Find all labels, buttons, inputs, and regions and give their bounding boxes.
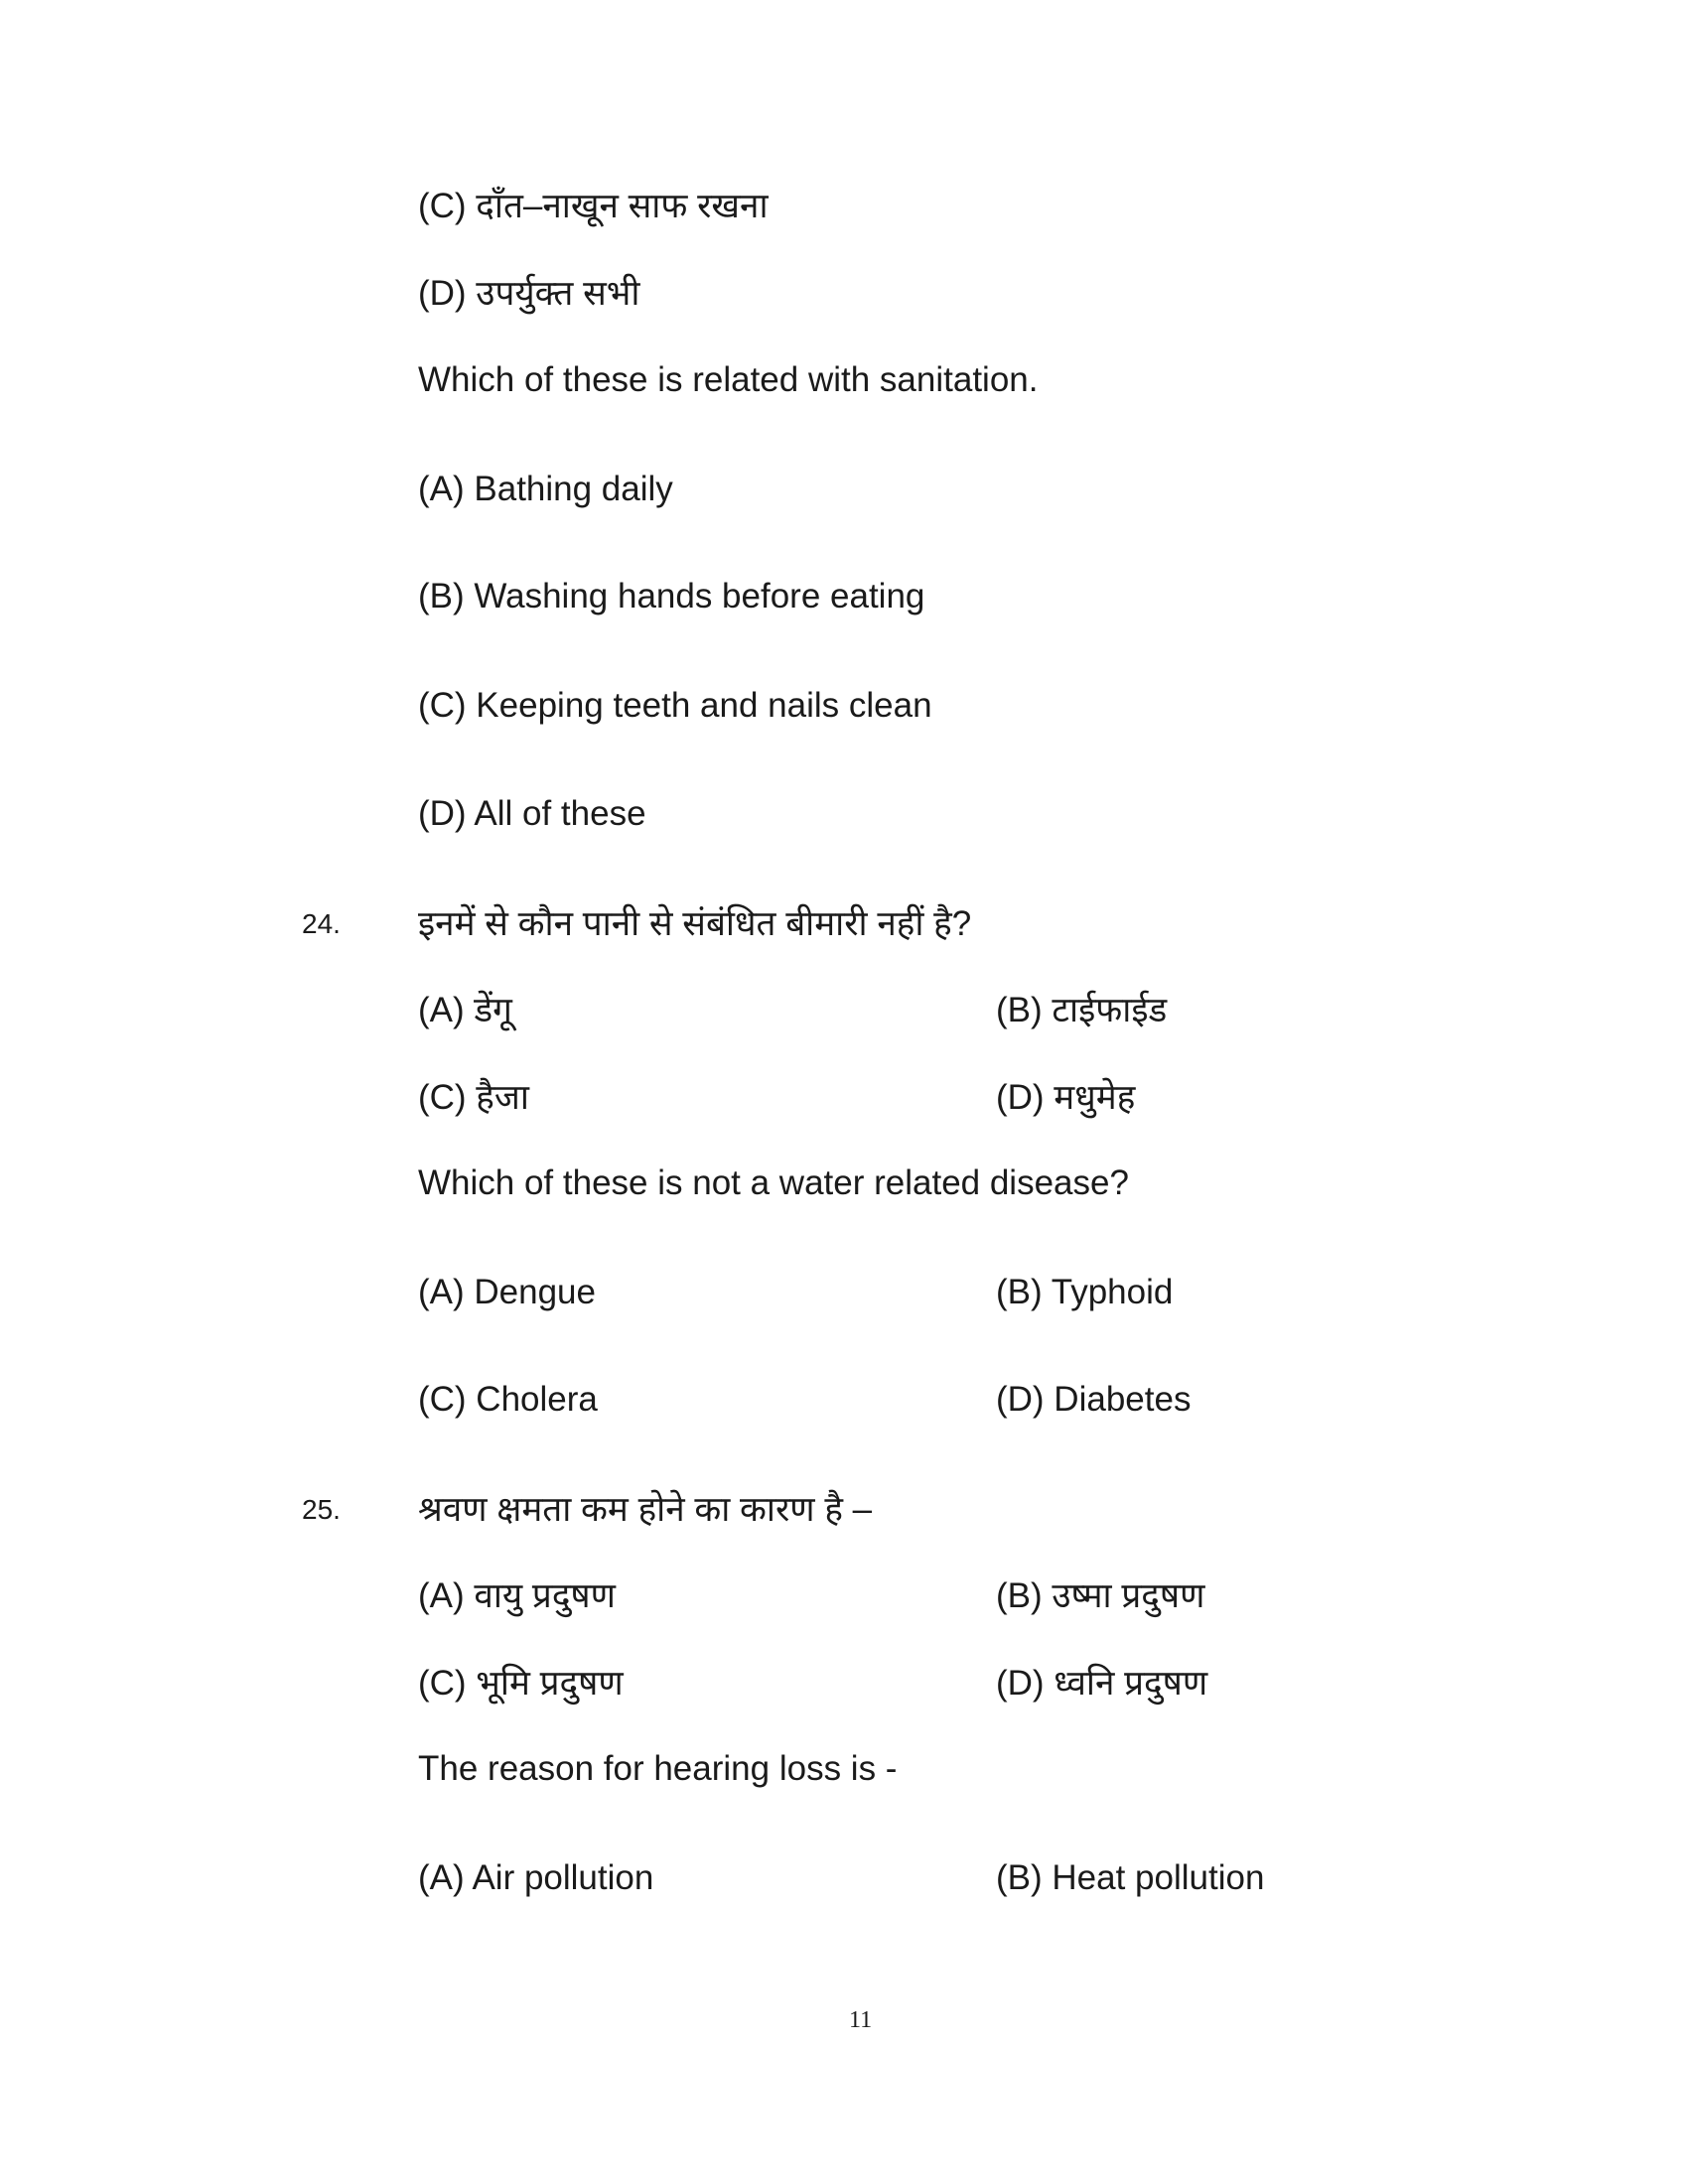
q25-number: 25. [302,1494,341,1525]
q25-hi-option-c: (C) भूमि प्रदुषण [418,1664,624,1703]
q25-hi-option-a: (A) वायु प्रदुषण [418,1576,616,1615]
q24-hi-question: इनमें से कौन पानी से संबंधित बीमारी नहीं है? [418,904,972,943]
q24-hi-option-a: (A) डेंगू [418,991,512,1029]
q25-hi-question: श्रवण क्षमता कम होने का कारण है – [418,1490,873,1529]
q23-en-option-a: (A) Bathing daily [418,470,673,508]
q23-en-option-b: (B) Washing hands before eating [418,577,925,615]
q25-hi-option-d: (D) ध्वनि प्रदुषण [996,1664,1208,1703]
page-number: 11 [849,2007,873,2033]
q25-en-option-b: (B) Heat pollution [996,1858,1265,1897]
q24-en-option-d: (D) Diabetes [996,1380,1192,1419]
q24-en-question: Which of these is not a water related disease? [418,1163,1129,1202]
q23-hi-option-c: (C) दाँत–नाखून साफ रखना [418,187,769,225]
q25-hi-option-b: (B) उष्मा प्रदुषण [996,1576,1205,1615]
q24-en-option-c: (C) Cholera [418,1380,598,1419]
q24-hi-option-d: (D) मधुमेह [996,1078,1136,1117]
q24-en-option-b: (B) Typhoid [996,1273,1174,1311]
q23-en-option-c: (C) Keeping teeth and nails clean [418,686,932,725]
q23-en-question: Which of these is related with sanitation. [418,360,1039,399]
q24-hi-option-c: (C) हैजा [418,1078,529,1117]
q24-hi-option-b: (B) टाईफाईड [996,991,1168,1029]
q25-en-question: The reason for hearing loss is - [418,1749,898,1788]
q24-number: 24. [302,908,341,939]
q25-en-option-a: (A) Air pollution [418,1858,654,1897]
q24-en-option-a: (A) Dengue [418,1273,596,1311]
q23-hi-option-d: (D) उपर्युक्त सभी [418,274,640,313]
q23-en-option-d: (D) All of these [418,794,646,833]
